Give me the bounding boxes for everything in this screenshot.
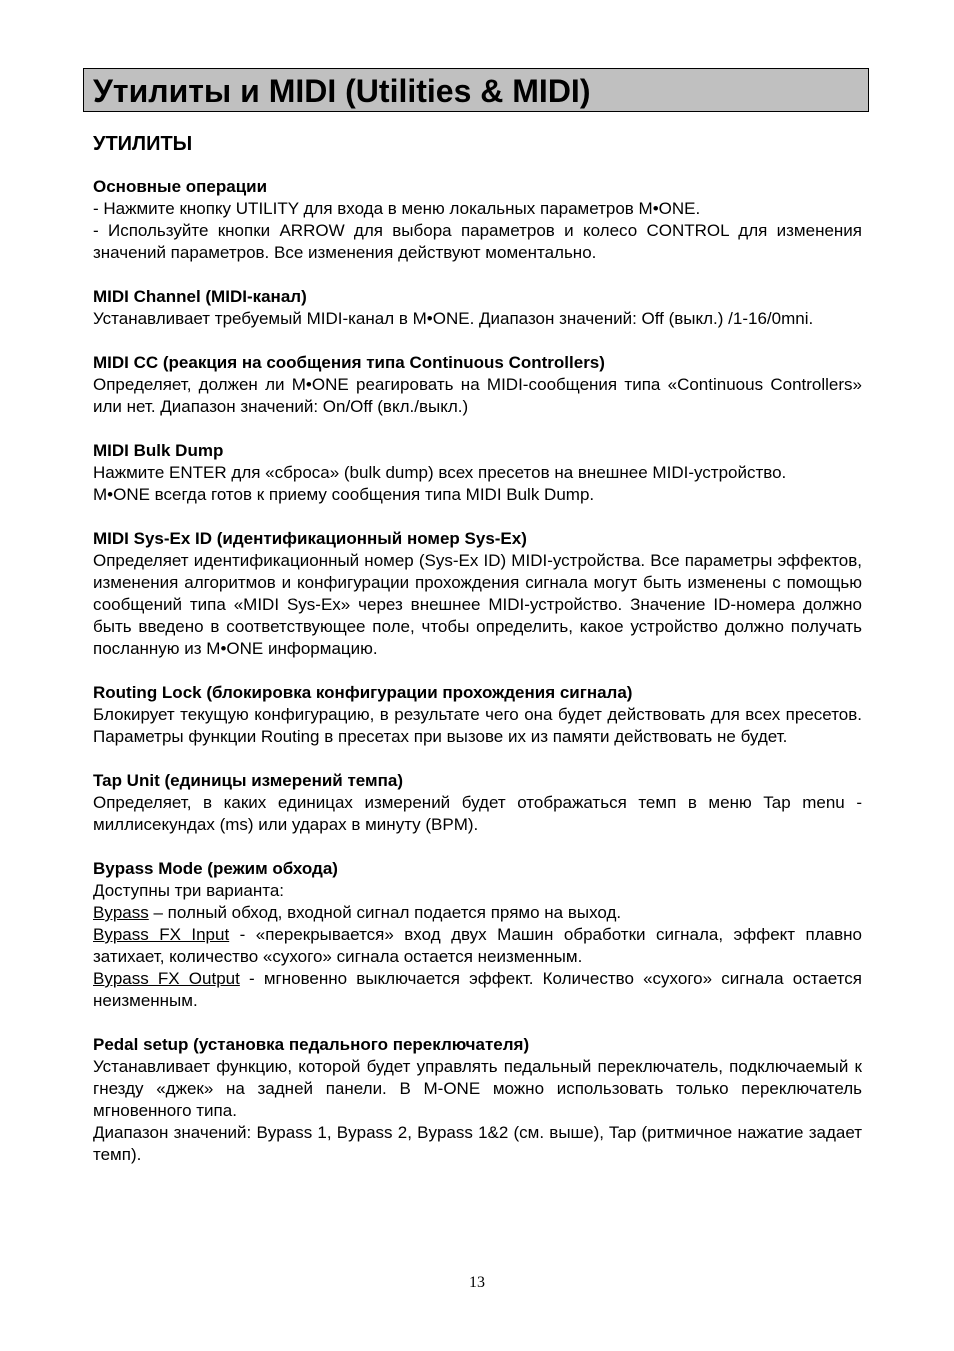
basic-operations-line-2: - Используйте кнопки ARROW для выбора параметров и колесо CONTROL для изменения значений параметров. Все изменения действуют моментально. [93, 221, 862, 262]
bypass-option-2-term: Bypass FX Input [93, 925, 230, 944]
section-tap-unit [93, 770, 862, 836]
bypass-option-1-term: Bypass [93, 903, 149, 922]
bypass-option-3-text: - мгновенно выключается эффект. Количество «сухого» сигнала остается неизменным. [93, 969, 862, 1010]
title-banner [83, 68, 869, 112]
section-routing-lock [93, 682, 862, 748]
basic-operations-heading: Основные операции [93, 177, 268, 196]
section-pedal-setup [93, 1034, 862, 1166]
bypass-mode-heading: Bypass Mode (режим обхода) [93, 859, 338, 878]
routing-lock-heading: Routing Lock (блокировка конфигурации прохождения сигнала) [93, 683, 633, 702]
bypass-option-2-text: - «перекрывается» вход двух Машин обработки сигнала, эффект плавно затихает, количество «сухого» сигнала остается неизменным. [93, 925, 862, 966]
bypass-option-3 [93, 968, 862, 1012]
pedal-setup-heading: Pedal setup (установка педального переключателя) [93, 1035, 530, 1054]
midi-cc-text: Определяет, должен ли M•ONE реагировать на MIDI-сообщения типа «Continuous Controllers» или нет. Диапазон значений: On/Off (вкл./выкл.) [93, 375, 862, 416]
bypass-option-3-term: Bypass FX Output [93, 969, 240, 988]
bypass-option-2 [93, 924, 862, 968]
midi-bulk-dump-line-2: M•ONE всегда готов к приему сообщения типа MIDI Bulk Dump. [93, 485, 595, 504]
document-body [93, 130, 862, 1188]
midi-cc-heading: MIDI CC (реакция на сообщения типа Continuous Controllers) [93, 353, 605, 372]
pedal-setup-text-2: Диапазон значений: Bypass 1, Bypass 2, Bypass 1&2 (см. выше), Tap (ритмичное нажатие задает темп). [93, 1123, 862, 1164]
section-midi-cc [93, 352, 862, 418]
midi-sysex-heading: MIDI Sys-Ex ID (идентификационный номер Sys-Ex) [93, 529, 527, 548]
pedal-setup-text-1: Устанавливает функцию, которой будет управлять педальный переключатель, подключаемый к гнезду «джек» на задней панели. В M-ONE можно использовать только переключатель мгновенного типа. [93, 1057, 862, 1120]
section-basic-operations [93, 176, 862, 264]
page-title: Утилиты и MIDI (Utilities & MIDI) [93, 73, 591, 109]
section-midi-bulk-dump [93, 440, 862, 506]
section-midi-sysex [93, 528, 862, 660]
midi-channel-heading: MIDI Channel (MIDI-канал) [93, 287, 307, 306]
section-midi-channel [93, 286, 862, 330]
midi-sysex-text: Определяет идентификационный номер (Sys-Ex ID) MIDI-устройства. Все параметры эффектов, изменения алгоритмов и конфигурации прохождения сигнала могут быть изменены с помощью сообщений типа «MIDI Sys-Ex» через внешнее MIDI-устройство. Значение ID-номера должно быть введено в соответствующее поле, чтобы определить, какое устройство должно получать посланную из M•ONE информацию. [93, 551, 862, 658]
midi-channel-text: Устанавливает требуемый MIDI-канал в M•ONE. Диапазон значений: Off (выкл.) /1-16/0mni. [93, 309, 814, 328]
section-heading-utilities: УТИЛИТЫ [93, 133, 193, 155]
midi-bulk-dump-line-1: Нажмите ENTER для «сброса» (bulk dump) всех пресетов на внешнее MIDI-устройство. [93, 463, 787, 482]
bypass-option-1-text: – полный обход, входной сигнал подается прямо на выход. [148, 903, 622, 922]
bypass-option-1 [93, 902, 862, 924]
page-number: 13 [469, 1274, 485, 1291]
section-bypass-mode [93, 858, 862, 1012]
tap-unit-text: Определяет, в каких единицах измерений будет отображаться темп в меню Tap menu - миллисекундах (ms) или ударах в минуту (BPM). [93, 793, 862, 834]
bypass-mode-intro: Доступны три варианта: [93, 881, 284, 900]
tap-unit-heading: Tap Unit (единицы измерений темпа) [93, 771, 403, 790]
midi-bulk-dump-heading: MIDI Bulk Dump [93, 441, 224, 460]
basic-operations-line-1: - Нажмите кнопку UTILITY для входа в меню локальных параметров M•ONE. [93, 199, 701, 218]
routing-lock-text: Блокирует текущую конфигурацию, в результате чего она будет действовать для всех пресетов. Параметры функции Routing в пресетах при вызове их из памяти действовать не будет. [93, 705, 862, 746]
